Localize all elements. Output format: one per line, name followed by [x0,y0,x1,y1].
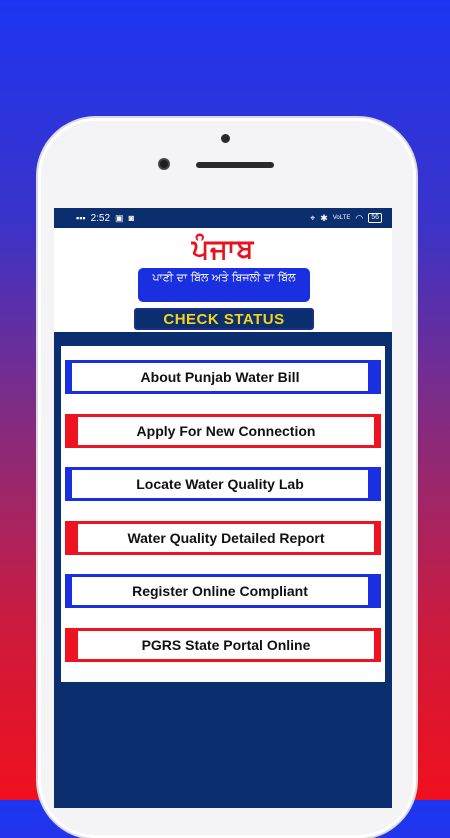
volte-icon: VoLTE [332,215,351,221]
menu-item-register-complaint[interactable] [65,574,381,608]
app-subtitle: ਪਾਣੀ ਦਾ ਬਿੱਲ ਅਤੇ ਬਿਜਲੀ ਦਾ ਬਿੱਲ [138,268,310,302]
bluetooth-icon: ✱ [320,212,328,223]
status-bar [54,208,392,228]
menu-item-locate-lab[interactable] [65,467,381,501]
location-icon: ⌖ [310,212,316,223]
front-camera [158,158,170,170]
camera-dot [221,134,230,143]
menu-item-apply-new-connection[interactable] [65,414,381,448]
menu-item-label: PGRS State Portal Online [78,631,374,659]
app-title: ਪੰਜਾਬ [191,234,255,265]
menu-list [61,346,385,682]
menu-item-label: Apply For New Connection [78,417,374,445]
signal-dots-icon: ▪▪▪ [76,213,86,223]
app-header [54,228,392,338]
menu-item-label: Water Quality Detailed Report [78,524,374,552]
instagram-icon: ◙ [128,213,134,223]
menu-item-label: Locate Water Quality Lab [72,470,368,498]
menu-item-label: Register Online Compliant [72,577,368,605]
menu-item-quality-report[interactable] [65,521,381,555]
speaker-grille [196,162,274,168]
wifi-icon: ◠ [355,212,364,223]
status-time: 2:52 [90,212,111,224]
image-icon: ▣ [115,212,124,223]
battery-icon: 56 [368,213,382,223]
menu-item-about-water-bill[interactable] [65,360,381,394]
check-status-button[interactable]: CHECK STATUS [134,308,314,330]
menu-item-label: About Punjab Water Bill [72,363,368,391]
menu-item-pgrs-portal[interactable] [65,628,381,662]
app-screen [54,208,392,808]
